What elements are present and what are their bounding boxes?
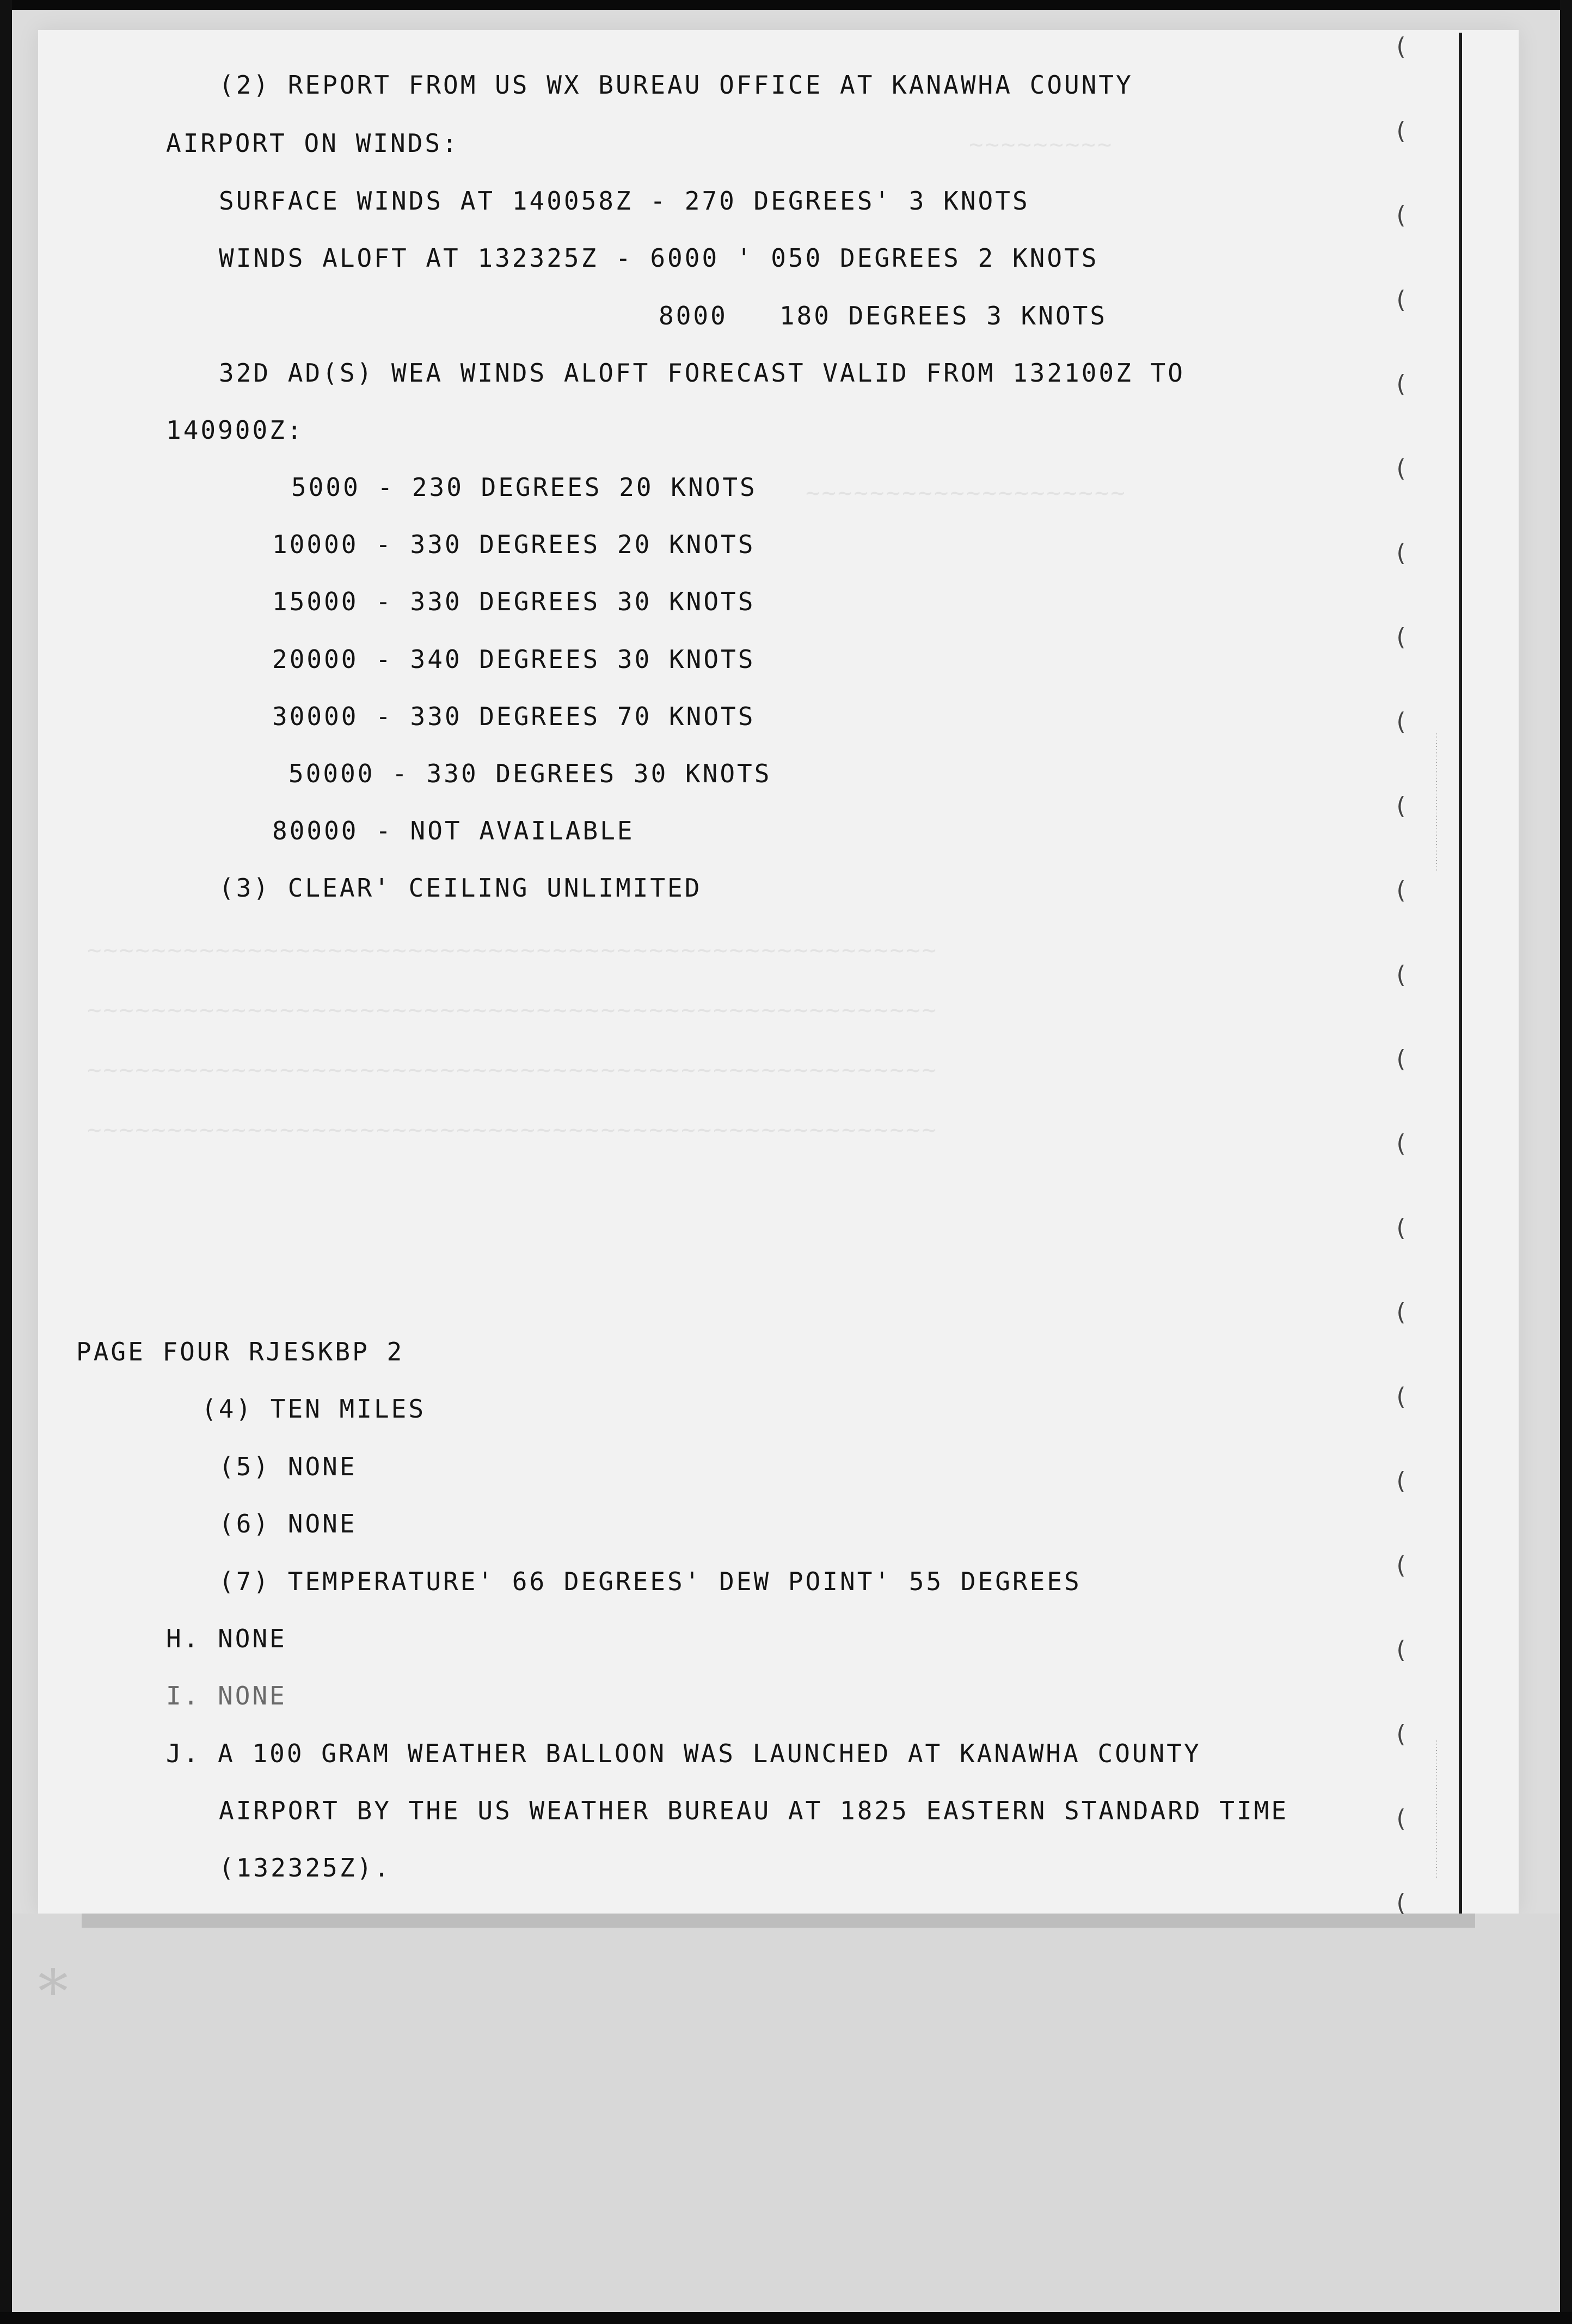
perforation-mark: ( bbox=[1393, 1889, 1408, 1917]
perforation-mark: ( bbox=[1393, 623, 1408, 651]
text-line: AIRPORT BY THE US WEATHER BUREAU AT 1825 EASTERN STANDARD TIME bbox=[219, 1796, 1289, 1825]
perforation-mark: ( bbox=[1393, 961, 1408, 989]
text-line: I. NONE bbox=[166, 1681, 287, 1710]
text-line: (6) NONE bbox=[219, 1509, 357, 1538]
bleed-through-text: ~~~~~~~~~~~~~~~~~~~~ bbox=[806, 479, 1127, 507]
perforation-mark: ( bbox=[1393, 1552, 1408, 1579]
perforation-mark: ( bbox=[1393, 201, 1408, 229]
film-border-top bbox=[0, 0, 1572, 10]
perforation-mark: ( bbox=[1393, 33, 1408, 60]
perforation-mark: ( bbox=[1393, 1467, 1408, 1495]
text-line: (7) TEMPERATURE' 66 DEGREES' DEW POINT' 55 DEGREES bbox=[219, 1567, 1082, 1596]
film-border-right bbox=[1560, 0, 1572, 2324]
text-line: 15000 - 330 DEGREES 30 KNOTS bbox=[272, 587, 756, 616]
perforation-mark: ( bbox=[1393, 708, 1408, 735]
bleed-through-text: ~~~~~~~~~ bbox=[969, 131, 1114, 158]
perforation-column bbox=[1393, 33, 1415, 1917]
perforation-mark: ( bbox=[1393, 370, 1408, 398]
bleed-through-text: ~~~~~~~~~~~~~~~~~~~~~~~~~~~~~~~~~~~~~~~~~~~~~~~~~~~~~ bbox=[87, 1056, 938, 1084]
perforation-mark: ( bbox=[1393, 1636, 1408, 1664]
text-line: J. A 100 GRAM WEATHER BALLOON WAS LAUNCHED AT KANAWHA COUNTY bbox=[166, 1739, 1201, 1768]
text-line: 140900Z: bbox=[166, 415, 304, 445]
perforation-mark: ( bbox=[1393, 876, 1408, 904]
perforation-mark: ( bbox=[1393, 1383, 1408, 1411]
text-line: WINDS ALOFT AT 132325Z - 6000 ' 050 DEGREES 2 KNOTS bbox=[219, 243, 1099, 273]
sheet-right-edge bbox=[1459, 33, 1462, 1914]
perforation-mark: ( bbox=[1393, 1214, 1408, 1242]
text-line: 10000 - 330 DEGREES 20 KNOTS bbox=[272, 530, 756, 559]
perforation-mark: ( bbox=[1393, 455, 1408, 482]
perforation-mark: ( bbox=[1393, 286, 1408, 314]
text-line: H. NONE bbox=[166, 1624, 287, 1653]
perforation-mark: ( bbox=[1393, 1298, 1408, 1326]
film-border-bottom bbox=[0, 2312, 1572, 2324]
page-heading: PAGE FOUR RJESKBP 2 bbox=[76, 1337, 404, 1366]
text-line: 80000 - NOT AVAILABLE bbox=[272, 816, 635, 845]
text-line: 50000 - 330 DEGREES 30 KNOTS bbox=[288, 759, 772, 788]
text-line: (2) REPORT FROM US WX BUREAU OFFICE AT KANAWHA COUNTY bbox=[219, 70, 1133, 100]
text-line: (4) TEN MILES bbox=[201, 1394, 426, 1424]
film-smudge: ⁎ bbox=[38, 1938, 68, 2008]
bleed-through-text: ~~~~~~~~~~~~~~~~~~~~~~~~~~~~~~~~~~~~~~~~~~~~~~~~~~~~~ bbox=[87, 996, 938, 1024]
perforation-mark: ( bbox=[1393, 117, 1408, 145]
text-line: AIRPORT ON WINDS: bbox=[166, 128, 459, 158]
perforation-mark: ( bbox=[1393, 539, 1408, 567]
margin-imprint: ············································ bbox=[1433, 1739, 1440, 1878]
text-line: 30000 - 330 DEGREES 70 KNOTS bbox=[272, 702, 756, 731]
text-line: SURFACE WINDS AT 140058Z - 270 DEGREES' 3 KNOTS bbox=[219, 186, 1030, 216]
text-line: 8000 180 DEGREES 3 KNOTS bbox=[659, 301, 1108, 330]
text-line: (5) NONE bbox=[219, 1452, 357, 1481]
perforation-mark: ( bbox=[1393, 1130, 1408, 1157]
sheet-bottom-shadow bbox=[82, 1914, 1475, 1928]
perforation-mark: ( bbox=[1393, 792, 1408, 820]
margin-imprint: ············································ bbox=[1433, 732, 1440, 871]
text-line: 32D AD(S) WEA WINDS ALOFT FORECAST VALID FROM 132100Z TO bbox=[219, 358, 1185, 388]
text-line: 20000 - 340 DEGREES 30 KNOTS bbox=[272, 645, 756, 674]
perforation-mark: ( bbox=[1393, 1045, 1408, 1073]
perforation-mark: ( bbox=[1393, 1720, 1408, 1748]
bleed-through-text: ~~~~~~~~~~~~~~~~~~~~~~~~~~~~~~~~~~~~~~~~~~~~~~~~~~~~~ bbox=[87, 1116, 938, 1144]
bleed-through-text: ~~~~~~~~~~~~~~~~~~~~~~~~~~~~~~~~~~~~~~~~~~~~~~~~~~~~~ bbox=[87, 936, 938, 964]
text-line: 5000 - 230 DEGREES 20 KNOTS bbox=[291, 473, 757, 502]
text-line: (132325Z). bbox=[219, 1853, 391, 1882]
lower-film-area bbox=[12, 1914, 1560, 2312]
text-line: (3) CLEAR' CEILING UNLIMITED bbox=[219, 873, 702, 903]
film-border-left bbox=[0, 0, 12, 2324]
perforation-mark: ( bbox=[1393, 1805, 1408, 1832]
